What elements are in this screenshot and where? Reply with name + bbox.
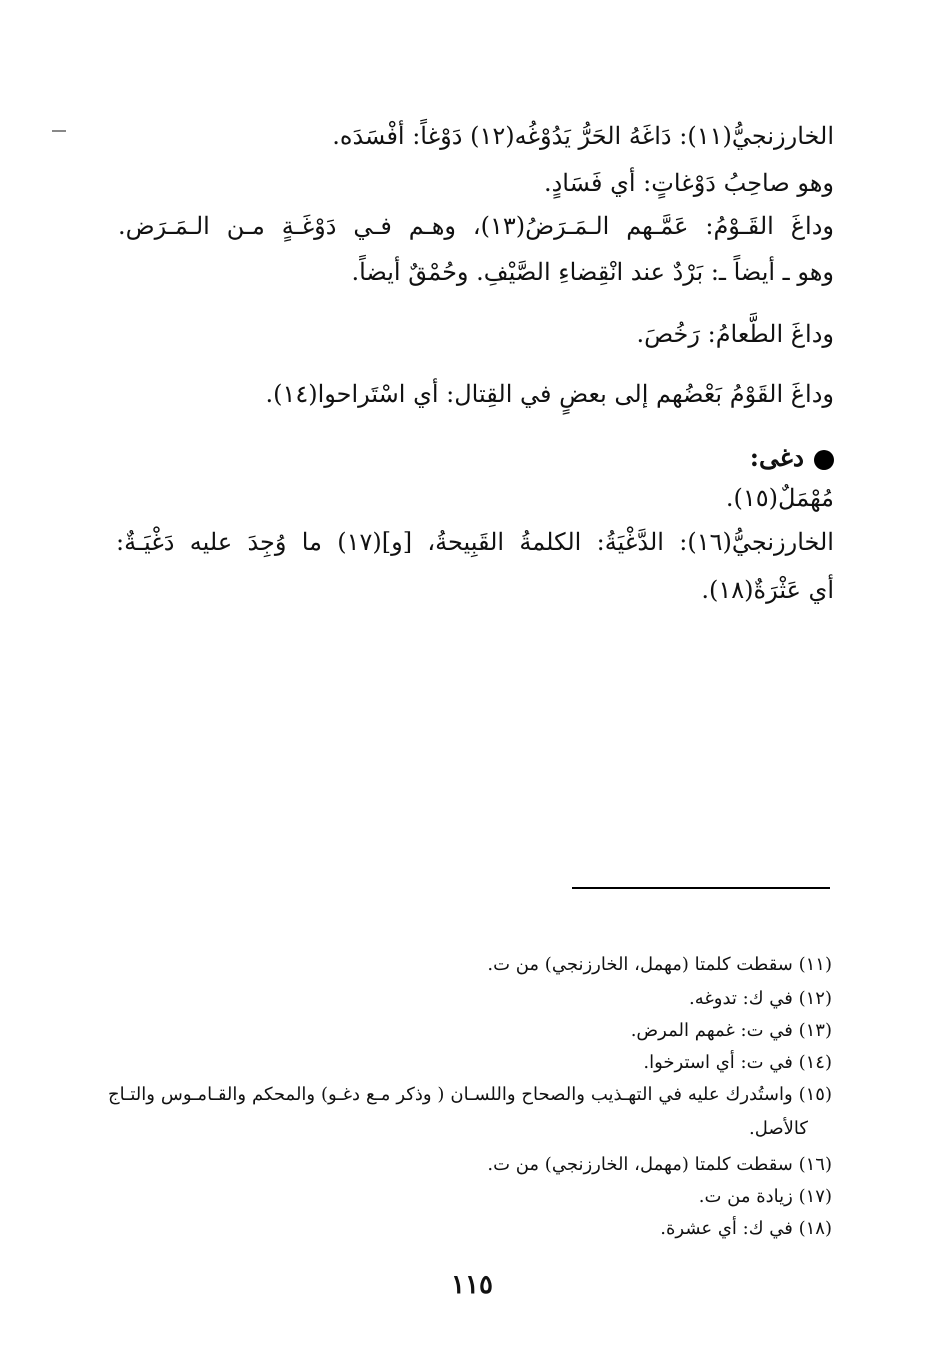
bullet-icon bbox=[814, 450, 834, 470]
page-number: ١١٥ bbox=[451, 1270, 493, 1300]
entry-line-1: مُهْمَلٌ(١٥). bbox=[725, 484, 834, 512]
body-line-2: وهو صاحِبُ دَوْغاتٍ: أي فَسَادٍ. bbox=[543, 169, 834, 197]
footnote-separator bbox=[572, 887, 830, 889]
footnote-15: (١٥) واستُدرك عليه في التهـذيب والصحاح واللسـان ( وذكر مـع دغـو) والمحكم والقـامـوس والتـاج bbox=[108, 1084, 832, 1105]
footnote-11: (١١) سقطت كلمتا (مهمل، الخارزنجي) من ت. bbox=[487, 954, 832, 975]
body-line-3: وداغَ القَـوْمُ: عَمَّـهم الـمَـرَضُ(١٣)، وهـم فـي دَوْغَـةٍ مـن الـمَـرَض. bbox=[118, 212, 835, 240]
footnote-13: (١٣) في ت: غمهم المرض. bbox=[630, 1020, 832, 1041]
footnote-18: (١٨) في ك: أي عشرة. bbox=[660, 1218, 832, 1239]
margin-mark bbox=[52, 130, 66, 132]
body-line-5: وداغَ الطَّعامُ: رَخُصَ. bbox=[636, 320, 834, 348]
entry-heading-text: دغى: bbox=[749, 443, 804, 472]
footnote-14: (١٤) في ت: أي استرخوا. bbox=[643, 1052, 832, 1073]
body-line-4: وهو ـ أيضاً ـ: بَرْدٌ عند انْقِضاءِ الصَّيْفِ. وحُمْقٌ أيضاً. bbox=[351, 258, 834, 286]
body-line-1: الخارزنجيُّ(١١): دَاغَهُ الحَرُّ يَدُوْغُه(١٢) دَوْغاً: أفْسَدَه. bbox=[332, 122, 834, 150]
entry-heading bbox=[750, 442, 834, 474]
footnote-17: (١٧) زيادة من ت. bbox=[698, 1186, 832, 1207]
entry-line-2: الخارزنجيُّ(١٦): الدَّغْيَةُ: الكلمةُ القَبِيحةُ، [و](١٧) ما وُجِدَ عليه دَغْيَـةٌ: bbox=[116, 528, 834, 556]
body-line-6: وداغَ القَوْمُ بَعْضُهم إلى بعضٍ في القِتال: أي اسْتَراحوا(١٤). bbox=[265, 380, 834, 408]
footnote-12: (١٢) في ك: تدوغه. bbox=[688, 988, 832, 1009]
footnote-15-continuation: كالأصل. bbox=[749, 1118, 808, 1139]
entry-line-3: أي عَثْرَةٌ(١٨). bbox=[701, 576, 834, 604]
footnote-16: (١٦) سقطت كلمتا (مهمل، الخارزنجي) من ت. bbox=[487, 1154, 832, 1175]
